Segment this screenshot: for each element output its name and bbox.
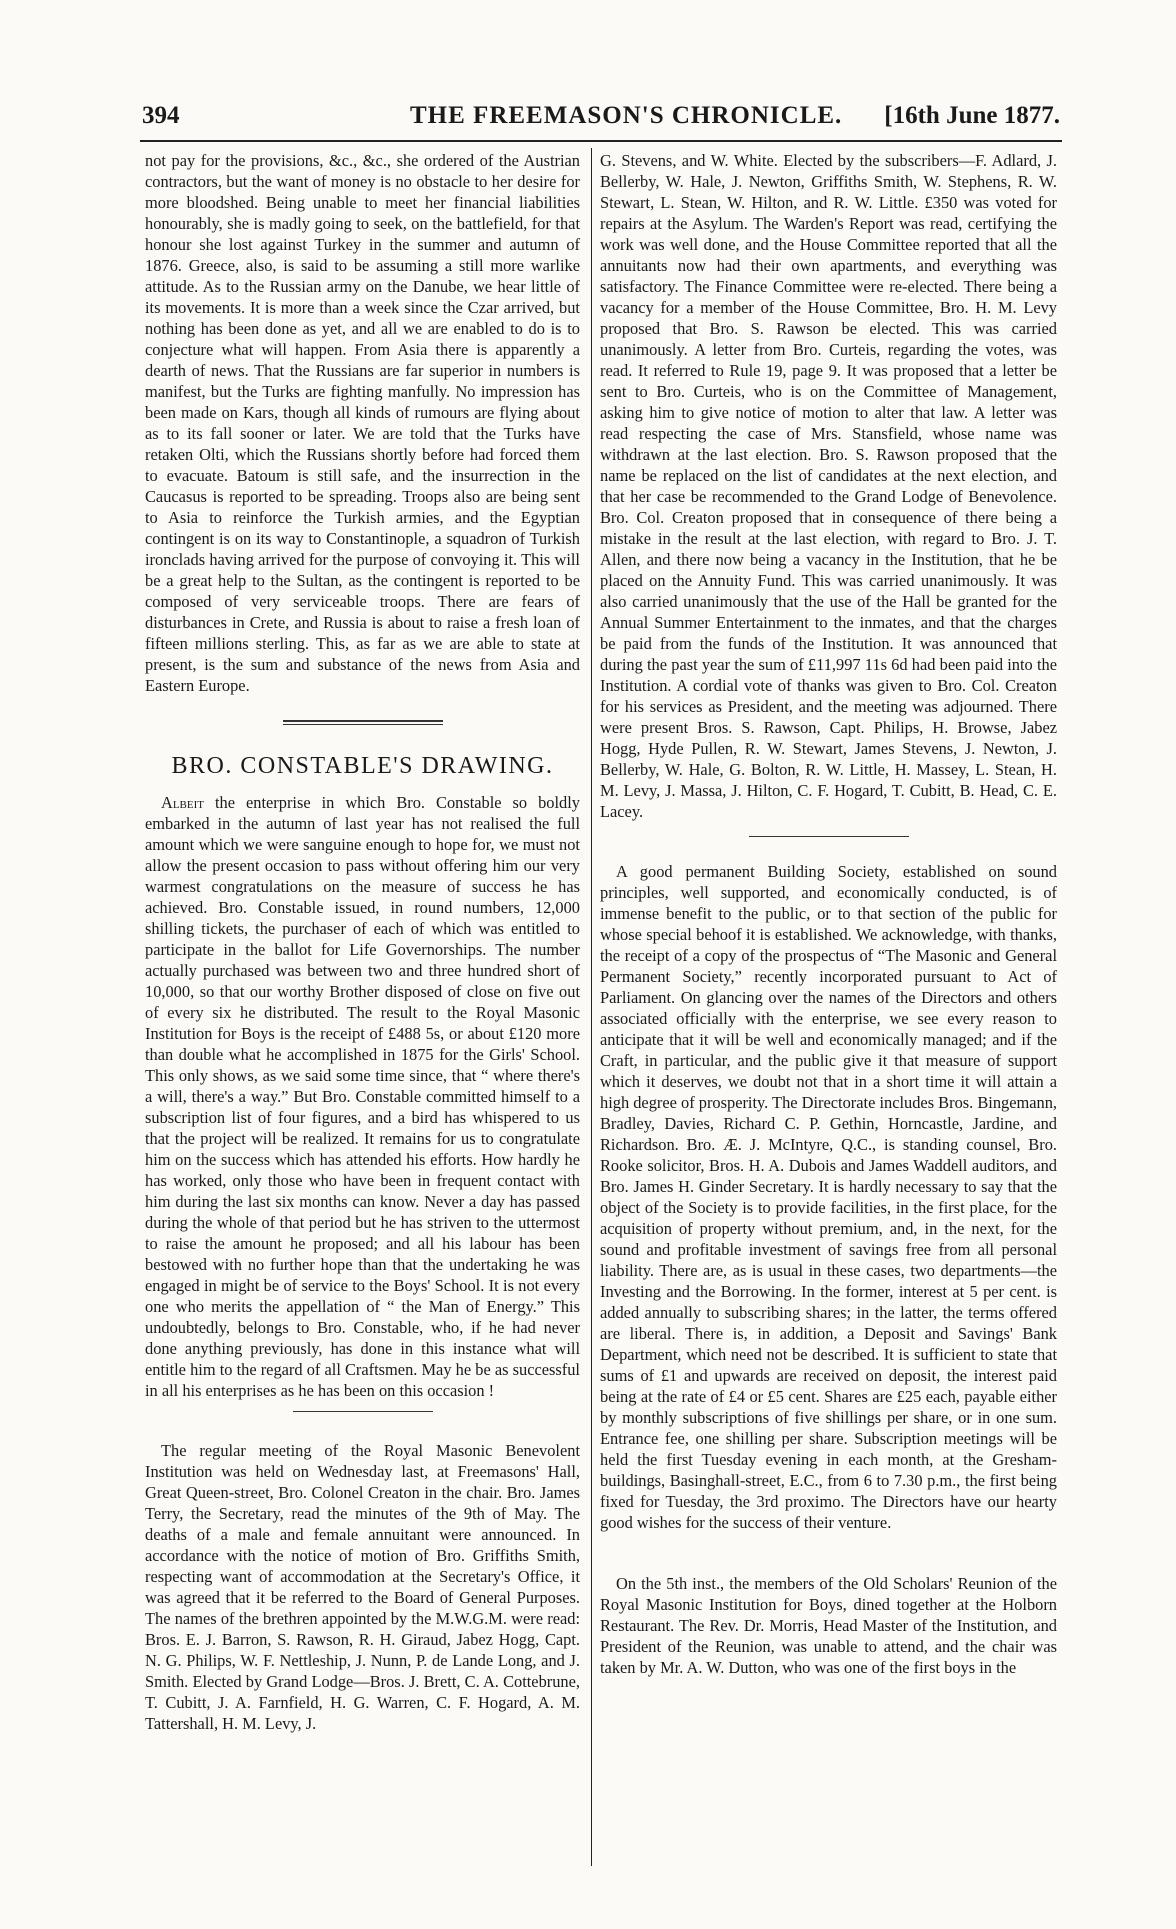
section-divider-short [293, 1411, 433, 1412]
right-column [600, 150, 1057, 1678]
drawing-paragraph [145, 792, 580, 1401]
drawing-body: the enterprise in which Bro. Constable so boldly embarked in the autumn of last year has not realised the full amount which we were sanguine enough to hope for, we must not allow the present occasion to pass without offering him our very warmest congratulations on the measure of success he has achieved. Bro. Constable issued, in round numbers, 12,000 shilling tickets, the purchaser of each of which was entitled to participate in the ballot for Life Governorships. The number actually purchased was between two and three hundred short of 10,000, so that our worthy Brother disposed of close on five out of every six he distributed. The result to the Royal Masonic Institution for Boys is the receipt of £488 5s, or about £120 more than double what he accomplished in 1875 for the Girls' School. This only shows, as we said some time since, that “ where there's a will, there's a way.” But Bro. Constable committed himself to a subscription list of four figures, and a bird has whispered to us that the project will be realized. It remains for us to congratulate him on the success which has attended his efforts. How hardly he has worked, only those who have been in frequent contact with him during the last six months can know. Never a day has passed during the whole of that period but he has striven to the uttermost to raise the amount he proposed; and all his labour has been bestowed with no further hope than that the undertaking he was engaged in might be of service to the Boys' School. It is not every one who merits the appellation of “ the Man of Energy.” This undoubtedly, belongs to Bro. Constable, who, if he had never done anything previously, has done in this instance what will entitle him to the regard of all Craftsmen. May he be as successful in all his enterprises as he has been on this occasion ! [145, 793, 580, 1400]
section-divider [283, 720, 443, 725]
section-divider-right [749, 836, 909, 837]
meeting-continuation: G. Stevens, and W. White. Elected by the subscribers—F. Adlard, J. Bellerby, W. Hale, J. Newton, Griffiths Smith, W. Stephens, R. W. Stewart, L. Stean, W. Hilton, and R. W. Little. £350 was voted for repairs at the Asylum. The Warden's Report was read, certifying the work was well done, and the House Committee reported that all the annuitants now had their own apartments, and everything was satisfactory. The Finance Committee were re-elected. There being a vacancy for a member of the House Committee, Bro. H. M. Levy proposed that Bro. S. Rawson be elected. This was carried unanimously. A letter from Bro. Curteis, regarding the votes, was read. It referred to Rule 19, page 9. It was proposed that a letter be sent to Bro. Curteis, who is on the Committee of Management, asking him to give notice of motion to alter that law. A letter was read respecting the case of Mrs. Stansfield, whose name was withdrawn at the last election. Bro. S. Rawson proposed that the name be replaced on the list of candidates at the next election, and that her case be recommended to the Grand Lodge of Benevolence. Bro. Col. Creaton proposed that in consequence of there being a mistake in the result at the last election, with regard to Bro. J. T. Allen, and there now being a vacancy in the Institution, that he be placed on the Annuity Fund. This was carried unanimously. It was also carried unanimously that the use of the Hall be granted for the Annual Summer Entertainment to the inmates, and that the charges be paid from the funds of the Institution. It was announced that during the past year the sum of £11,997 11s 6d had been paid into the Institution. A cordial vote of thanks was given to Bro. Col. Creaton for his services as President, and the meeting was adjourned. There were present Bros. S. Rawson, Capt. Philips, H. Browse, Jabez Hogg, Hyde Pullen, R. W. Stewart, James Stevens, J. Newton, J. Bellerby, W. Hale, G. Bolton, R. W. Little, H. Massey, L. Stean, H. M. Levy, J. Massa, J. Hilton, C. F. Hogard, T. Cubitt, B. Head, C. E. Lacey. [600, 151, 1057, 821]
meeting-paragraph: The regular meeting of the Royal Masonic Benevolent Institution was held on Wednesday last, at Freemasons' Hall, Great Queen-street, Bro. Colonel Creaton in the chair. Bro. James Terry, the Secretary, read the minutes of the 9th of May. The deaths of a male and female annuitant were announced. In accordance with the notice of motion of Bro. Griffiths Smith, respecting want of accommodation at the Secretary's Office, it was agreed that it be referred to the Board of General Purposes. The names of the brethren appointed by the M.W.G.M. were read: Bros. E. J. Barron, S. Rawson, R. H. Giraud, Jabez Hogg, Capt. N. G. Philips, W. F. Nettleship, J. Nunn, P. de Lande Long, and J. Smith. Elected by Grand Lodge—Bros. J. Brett, C. A. Cottebrune, T. Cubitt, J. A. Farnfield, H. G. Warren, C. F. Hogard, A. M. Tattershall, H. M. Levy, J. [145, 1441, 580, 1733]
left-column [145, 150, 580, 1734]
publication-title: THE FREEMASON'S CHRONICLE. [410, 102, 843, 129]
page-number: 394 [142, 102, 180, 129]
drawing-first-word: Albeit [161, 793, 204, 812]
building-society-paragraph: A good permanent Building Society, established on sound principles, well supported, and economically conducted, is of immense benefit to the public, or to that section of the public for whose special behoof it is established. We acknowledge, with thanks, the receipt of a copy of the prospectus of “The Masonic and General Permanent Society,” recently incorporated pursuant to Act of Parliament. On glancing over the names of the Directors and others associated officially with the enterprise, we see every reason to anticipate that it will be well and economically managed; and if the Craft, in particular, and the public give it that measure of support which it deserves, we doubt not that in a short time it will attain a high degree of prosperity. The Directorate includes Bros. Bingemann, Bradley, Davies, Richard C. P. Gethin, Horncastle, Jardine, and Richardson. Bro. Æ. J. McIntyre, Q.C., is standing counsel, Bro. Rooke solicitor, Bros. H. A. Dubois and James Waddell auditors, and Bro. James H. Ginder Secretary. It is hardly necessary to say that the object of the Society is to provide facilities, in the first place, for the acquisition of property without premium, and, in the next, for the sound and profitable investment of savings free from all personal liability. There are, as is usual in these cases, two departments—the Investing and the Borrowing. In the former, interest at 5 per cent. is added annually to subscribing shares; in the latter, the terms offered are liberal. There is, in addition, a Deposit and Savings' Bank Department, which need not be described. It is sufficient to state that sums of £1 and upwards are received on deposit, the interest paid being at the rate of £4 or £5 cent. Shares are £25 each, payable either by monthly subscriptions of five shillings per share, or in one sum. Entrance fee, one shilling per share. Subscription meetings will be held the first Tuesday evening in each month, at the Gresham-buildings, Basinghall-street, E.C., from 6 to 7.30 p.m., the first being fixed for Tuesday, the 3rd proximo. The Directors have our hearty good wishes for the success of their venture. [600, 862, 1057, 1532]
masthead-rule [140, 140, 1062, 142]
masthead [140, 102, 1062, 138]
old-scholars-paragraph: On the 5th inst., the members of the Old Scholars' Reunion of the Royal Masonic Institution for Boys, dined together at the Holborn Restaurant. The Rev. Dr. Morris, Head Master of the Institution, and President of the Reunion, was unable to attend, and the chair was taken by Mr. A. W. Dutton, who was one of the first boys in the [600, 1574, 1057, 1677]
issue-date: [16th June 1877. [884, 102, 1060, 129]
war-news-paragraph: not pay for the provisions, &c., &c., she ordered of the Austrian contractors, but the want of money is no obstacle to her desire for more bloodshed. Being unable to meet her financial liabilities honourably, she is madly going to seek, on the battlefield, for that honour she lost against Turkey in the summer and autumn of 1876. Greece, also, is said to be assuming a still more warlike attitude. As to the Russian army on the Danube, we hear little of its movements. It is more than a week since the Czar arrived, but nothing has been done as yet, and all we are enabled to do is to conjecture what will happen. From Asia there is apparently a dearth of news. That the Russians are far superior in numbers is manifest, but the Turks are fighting manfully. No impression has been made on Kars, though all kinds of rumours are flying about as to its fall sooner or later. We are told that the Turks have retaken Olti, which the Russians shortly before had forced them to evacuate. Batoum is still safe, and the insurrection in the Caucasus is reported to be spreading. Troops also are being sent to Asia to reinforce the Turkish armies, and the Egyptian contingent is on its way to Constantinople, a squadron of Turkish ironclads having arrived for the purpose of convoying it. This will be a great help to the Sultan, as the contingent is reported to be composed of very serviceable troops. There are fears of disturbances in Crete, and Russia is about to raise a fresh loan of fifteen millions sterling. This, as far as we are able to state at present, is the sum and substance of the news from Asia and Eastern Europe. [145, 151, 580, 695]
drawing-heading: BRO. CONSTABLE'S DRAWING. [171, 753, 554, 779]
column-divider [591, 148, 592, 1866]
